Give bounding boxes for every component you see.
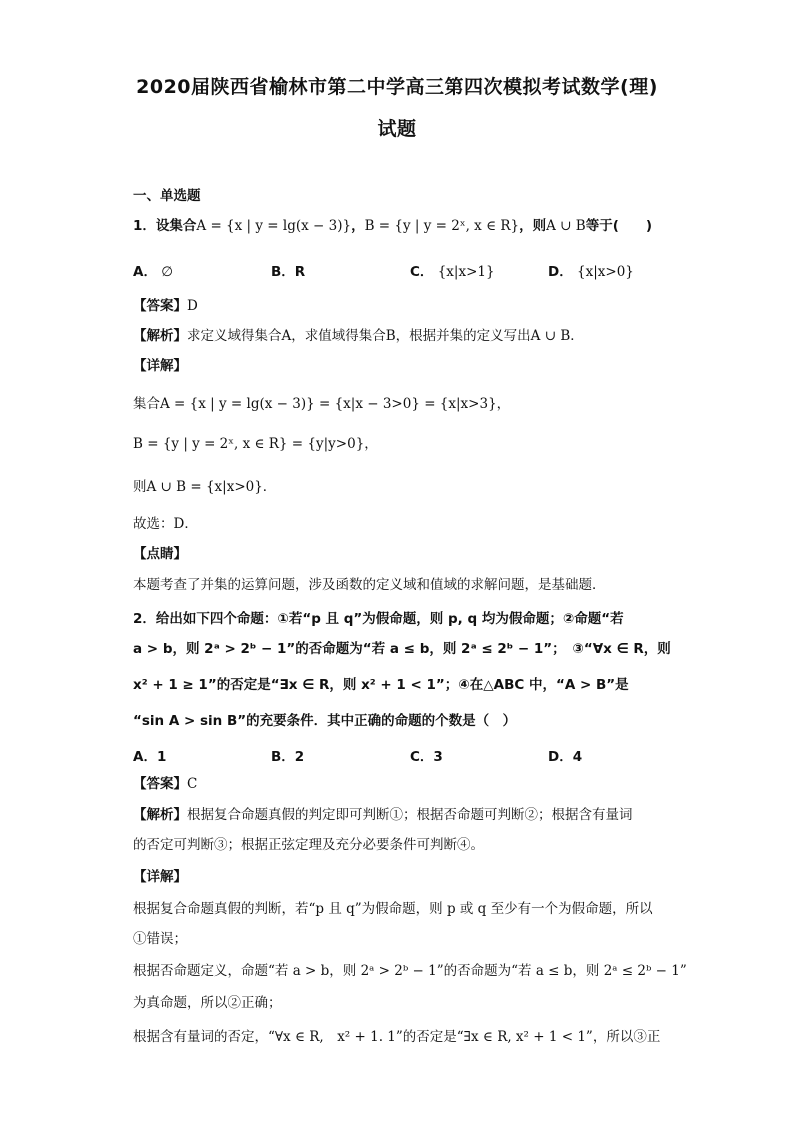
q1-detail-line: 集合A = {x | y = lg(x − 3)} = {x|x − 3>0} = {x|x>3}，	[133, 396, 511, 412]
q1-option-a: A． ∅	[133, 264, 174, 280]
q2-stem-line: x² + 1 ≥ 1”的否定是“∃x ∈ R，则 x² + 1 < 1”；④在△ABC 中，“A > B”是	[133, 677, 629, 693]
q2-stem-line: a > b，则 2ᵃ > 2ᵇ − 1”的否命题为“若 a ≤ b，则 2ᵃ ≤ 2ᵇ − 1”； ③“∀x ∈ R，则	[133, 641, 671, 657]
q1-option-c: C． {x|x>1}	[410, 264, 495, 280]
q1-detail-line: B = {y | y = 2ˣ, x ∈ R} = {y|y>0}，	[133, 436, 378, 452]
section-heading: 一、单选题	[133, 188, 201, 204]
q1-stem-b: ，则	[519, 218, 547, 234]
q1-detail-line: 故选：D．	[133, 516, 198, 532]
q1-option-b: B．R	[271, 264, 306, 280]
q2-option-d: D．4	[548, 749, 583, 765]
q2-answer: 【答案】C	[133, 776, 198, 792]
q2-analysis-line: 的否定可判断③；根据正弦定理及充分必要条件可判断④。	[133, 837, 484, 853]
q1-detail-tag: 【详解】	[133, 358, 187, 374]
document-title-line-1: 2020届陕西省榆林市第二中学高三第四次模拟考试数学(理)	[136, 76, 658, 98]
q1-stem-a: 设集合	[155, 218, 197, 234]
q2-option-c: C．3	[410, 749, 443, 765]
q2-detail-line: 根据复合命题真假的判断，若“p 且 q”为假命题，则 p 或 q 至少有一个为假命题，所以	[133, 901, 653, 917]
q1-stem	[133, 217, 663, 235]
q2-detail-line: 为真命题，所以②正确；	[133, 995, 282, 1011]
q2-stem-line: “sin A > sin B”的充要条件．其中正确的命题的个数是（ ）	[133, 713, 517, 729]
q2-detail-tag: 【详解】	[133, 869, 187, 885]
q1-stem-c: 等于( )	[585, 218, 653, 234]
q1-number: 1．	[133, 218, 156, 234]
q1-comment: 本题考查了并集的运算问题，涉及函数的定义域和值域的求解问题，是基础题．	[133, 577, 606, 593]
q2-option-b: B．2	[271, 749, 305, 765]
q1-sep: ，	[351, 218, 365, 234]
q1-comment-tag: 【点睛】	[133, 546, 187, 562]
q2-detail-line: 根据含有量词的否定，“∀x ∈ R, x² + 1. 1”的否定是“∃x ∈ R, x² + 1 < 1”，所以③正	[133, 1029, 661, 1045]
q2-analysis: 【解析】根据复合命题真假的判定即可判断①；根据否命题可判断②；根据含有量词	[133, 807, 633, 823]
q1-analysis: 【解析】求定义域得集合A，求值域得集合B，根据并集的定义写出A ∪ B．	[133, 328, 584, 344]
q2-detail-line: ①错误；	[133, 931, 187, 947]
q2-option-a: A．1	[133, 749, 167, 765]
q1-set-b: B = {y | y = 2ˣ, x ∈ R}	[364, 218, 520, 234]
q2-stem-line: 2．给出如下四个命题：①若“p 且 q”为假命题，则 p, q 均为假命题；②命题“若	[133, 611, 624, 627]
q1-option-d: D． {x|x>0}	[548, 264, 634, 280]
q1-answer: 【答案】D	[133, 298, 198, 314]
q1-set-a: A = {x | y = lg(x − 3)}	[196, 218, 352, 234]
document-title-line-2: 试题	[377, 118, 417, 140]
q1-detail-line: 则A ∪ B = {x|x>0}．	[133, 479, 277, 495]
q1-union: A ∪ B	[546, 218, 586, 234]
q2-detail-line: 根据否命题定义，命题“若 a > b，则 2ᵃ > 2ᵇ − 1”的否命题为“若 a ≤ b，则 2ᵃ ≤ 2ᵇ − 1”	[133, 963, 687, 979]
